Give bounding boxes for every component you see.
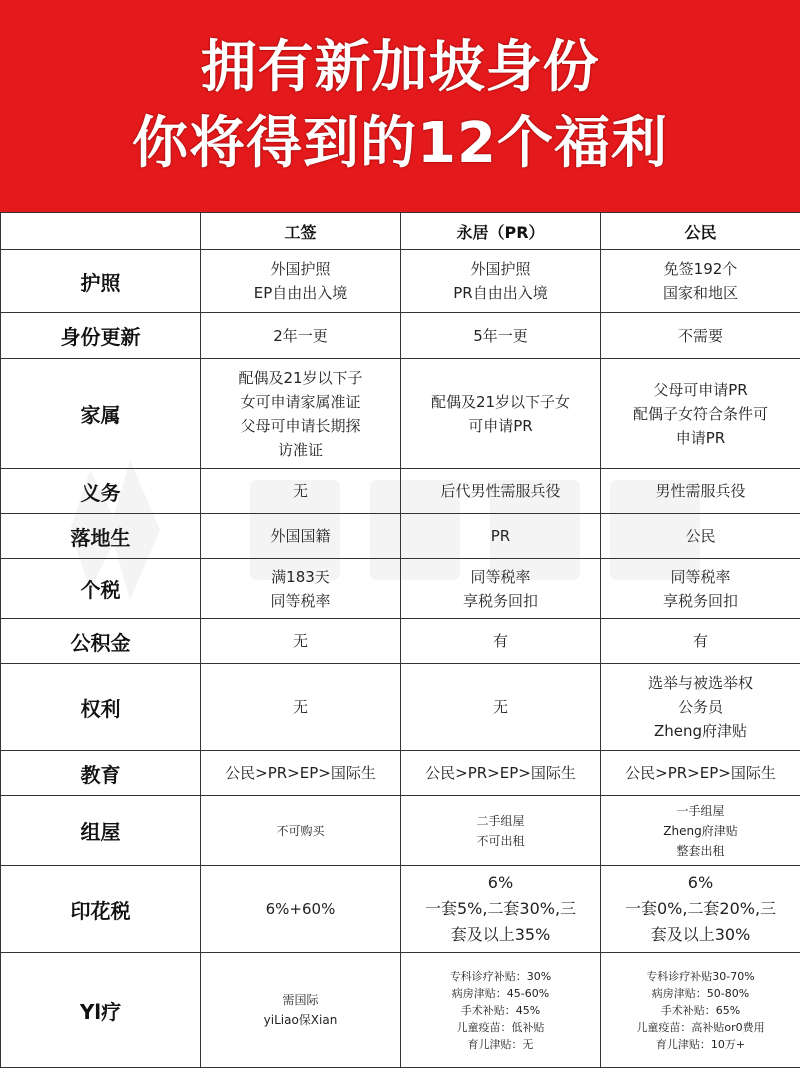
table-cell: 外国护照 EP自由出入境 — [201, 250, 401, 313]
row-label: 教育 — [1, 751, 201, 796]
table-cell: 同等税率 享税务回扣 — [401, 559, 601, 619]
table-cell: 无 — [401, 664, 601, 751]
title-line-1: 拥有新加坡身份 — [200, 35, 600, 100]
table-cell: 专科诊疗补贴：30% 病房津贴：45-60% 手术补贴：45% 儿童疫苗：低补贴 育儿津贴：无 — [401, 953, 601, 1068]
table-cell: 外国护照 PR自由出入境 — [401, 250, 601, 313]
row-label: 落地生 — [1, 514, 201, 559]
table-cell: 二手组屋 不可出租 — [401, 796, 601, 866]
table-row — [1, 796, 800, 866]
row-label: 身份更新 — [1, 313, 201, 359]
table-cell: PR — [401, 514, 601, 559]
table-cell: 有 — [601, 619, 800, 664]
table-cell: 2年一更 — [201, 313, 401, 359]
title-line-2: 你将得到的12个福利 — [132, 111, 668, 176]
row-label: 个税 — [1, 559, 201, 619]
row-label: 护照 — [1, 250, 201, 313]
table-cell: 无 — [201, 469, 401, 514]
row-label: Yl疗 — [1, 953, 201, 1068]
row-label: 公积金 — [1, 619, 201, 664]
table-row — [1, 953, 800, 1068]
table-cell: 满183天 同等税率 — [201, 559, 401, 619]
table-cell: 需国际 yiLiao保Xian — [201, 953, 401, 1068]
column-header-citizen: 公民 — [601, 213, 800, 250]
table-cell: 男性需服兵役 — [601, 469, 800, 514]
table-cell: 5年一更 — [401, 313, 601, 359]
table-cell: 免签192个 国家和地区 — [601, 250, 800, 313]
table-row — [1, 751, 800, 796]
corner-cell — [1, 213, 201, 250]
title-banner — [0, 0, 800, 212]
table-cell: 专科诊疗补贴30-70% 病房津贴：50-80% 手术补贴：65% 儿童疫苗：高补贴or0费用 育儿津贴：10万+ — [601, 953, 800, 1068]
table-row — [1, 866, 800, 953]
table-cell: 无 — [201, 619, 401, 664]
table-row — [1, 469, 800, 514]
table-cell: 公民 — [601, 514, 800, 559]
table-cell: 公民>PR>EP>国际生 — [401, 751, 601, 796]
table-row — [1, 250, 800, 313]
table-row — [1, 514, 800, 559]
table-row — [1, 559, 800, 619]
table-cell: 有 — [401, 619, 601, 664]
table-cell: 父母可申请PR 配偶子女符合条件可 申请PR — [601, 359, 800, 469]
row-label: 权利 — [1, 664, 201, 751]
table-row — [1, 359, 800, 469]
table-cell: 选举与被选举权 公务员 Zheng府津贴 — [601, 664, 800, 751]
row-label: 印花税 — [1, 866, 201, 953]
table-cell: 6% 一套5%,二套30%,三 套及以上35% — [401, 866, 601, 953]
table-cell: 一手组屋 Zheng府津贴 整套出租 — [601, 796, 800, 866]
row-label: 义务 — [1, 469, 201, 514]
comparison-table — [0, 212, 800, 1068]
column-header-pr: 永居（PR） — [401, 213, 601, 250]
table-cell: 公民>PR>EP>国际生 — [601, 751, 800, 796]
column-header-work-pass: 工签 — [201, 213, 401, 250]
table-cell: 无 — [201, 664, 401, 751]
row-label: 组屋 — [1, 796, 201, 866]
table-cell: 配偶及21岁以下子女 可申请PR — [401, 359, 601, 469]
table-cell: 同等税率 享税务回扣 — [601, 559, 800, 619]
table-cell: 后代男性需服兵役 — [401, 469, 601, 514]
row-label: 家属 — [1, 359, 201, 469]
table-header-row — [1, 213, 800, 250]
table-cell: 外国国籍 — [201, 514, 401, 559]
table-cell: 6% 一套0%,二套20%,三 套及以上30% — [601, 866, 800, 953]
table-cell: 公民>PR>EP>国际生 — [201, 751, 401, 796]
table-cell: 配偶及21岁以下子 女可申请家属准证 父母可申请长期探 访准证 — [201, 359, 401, 469]
table-row — [1, 313, 800, 359]
table-cell: 不可购买 — [201, 796, 401, 866]
table-row — [1, 619, 800, 664]
table-cell: 6%+60% — [201, 866, 401, 953]
table-row — [1, 664, 800, 751]
table-cell: 不需要 — [601, 313, 800, 359]
